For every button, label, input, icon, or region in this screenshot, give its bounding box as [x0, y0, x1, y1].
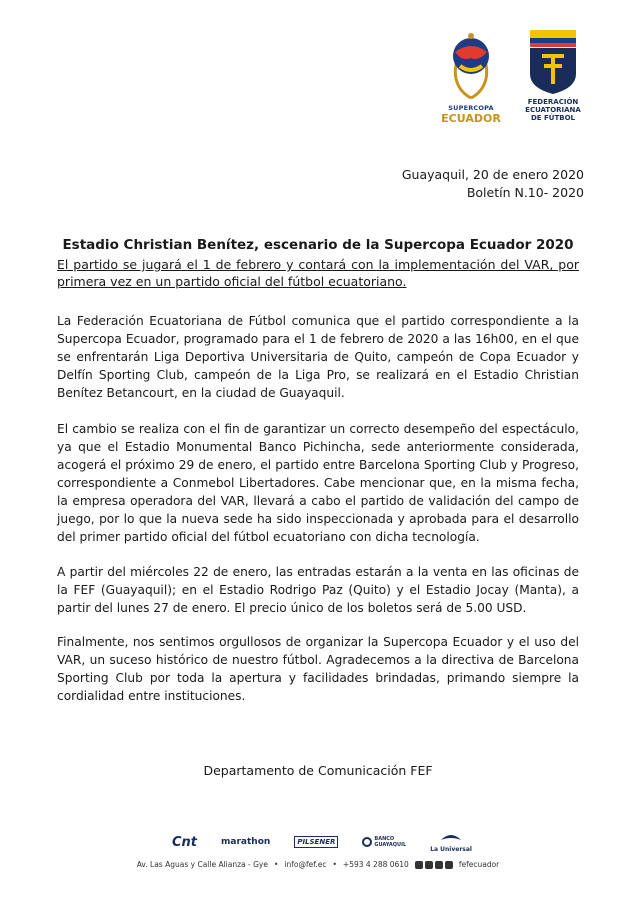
- paragraph-3: A partir del miércoles 22 de enero, las entradas estarán a la venta en las oficinas de la FEF (Guayaquil); en el Estadio Rodrigo Paz (Quito) y el Estadio Jocay (Manta), a partir del lunes 27 de enero. El precio único de los boletos será de 5.00 USD.: [57, 565, 579, 615]
- la-universal-label: La Universal: [430, 845, 472, 853]
- fef-logo: [518, 28, 588, 132]
- marathon-logo: marathon: [221, 837, 271, 847]
- document-meta: [402, 166, 584, 202]
- bulletin-number: Boletín N.10- 2020: [466, 185, 584, 200]
- footer-address: Av. Las Aguas y Calle Alianza - Gye: [136, 860, 268, 869]
- document-subtitle: El partido se jugará el 1 de febrero y contará con la implementación del VAR, por primera vez en un partido oficial del fútbol ecuatoriano.: [57, 257, 579, 289]
- supercopa-logo: [438, 28, 504, 132]
- header-logos: [438, 28, 588, 132]
- eagle-icon: [440, 832, 462, 844]
- guayaquil-label: GUAYAQUIL: [374, 842, 407, 848]
- supercopa-emblem-icon: [438, 28, 504, 104]
- footer-separator-1: •: [273, 860, 279, 869]
- document-title: Estadio Christian Benítez, escenario de la Supercopa Ecuador 2020: [62, 237, 574, 253]
- fef-name-line2: ECUATORIANA: [525, 106, 581, 114]
- paragraph-4: Finalmente, nos sentimos orgullosos de organizar la Supercopa Ecuador y el uso del VAR, un suceso histórico de nuestro fútbol. Agradecemos a la directiva de Barcelona Sporting Club por toda la apertura y facilidades brindadas, primando siempre la cordialidad entre instituciones.: [57, 635, 579, 703]
- place-date: Guayaquil, 20 de enero 2020: [401, 167, 584, 182]
- ecuador-label: ECUADOR: [441, 112, 501, 125]
- fef-name-line3: DE FÚTBOL: [530, 114, 576, 122]
- banco-ring-icon: [362, 837, 372, 847]
- fef-shield-icon: [518, 28, 588, 96]
- pilsener-logo: PILSENER: [294, 836, 338, 848]
- footer-phone: +593 4 288 0610: [342, 860, 409, 869]
- paragraph-2: El cambio se realiza con el fin de garantizar un correcto desempeño del espectáculo, ya que el Estadio Monumental Banco Pichincha, sede anteriormente considerada, acogerá el próximo 29 de enero, el partido entre Barcelona Sporting Club y Progreso, correspondiente a Conmebol Libertadores. Cabe mencionar que, en la misma fecha, la empresa operadora del VAR, llevará a cabo el partido de validación del campo de juego, por lo que la nueva sede ha sido inspeccionada y aprobada para el desarrollo del primer partido oficial del fútbol ecuatoriano con dicha tecnología.: [57, 422, 579, 544]
- paragraph-1: La Federación Ecuatoriana de Fútbol comunica que el partido correspondiente a la Supercopa Ecuador, programado para el 1 de febrero de 2020 a las 16h00, en el que se enfrentarán Liga Deportiva Universitaria de Quito, campeón de Copa Ecuador y Delfín Sporting Club, campeón de la Liga Pro, se realizará en el Estadio Christian Benítez Betancourt, en la ciudad de Guayaquil.: [57, 314, 579, 400]
- footer-separator-2: •: [332, 860, 337, 869]
- banco-guayaquil-logo: [362, 836, 406, 848]
- sponsor-logos: [172, 826, 472, 858]
- signature: Departamento de Comunicación FEF: [203, 763, 433, 778]
- cnt-logo: Cnt: [172, 834, 198, 850]
- banco-label: BANCO: [374, 836, 395, 842]
- footer: [0, 860, 636, 869]
- facebook-icon[interactable]: [425, 861, 433, 869]
- twitter-icon[interactable]: [445, 861, 453, 869]
- fef-name-line1: FEDERACIÓN: [527, 98, 579, 106]
- youtube-icon[interactable]: [435, 861, 443, 869]
- la-universal-logo: [430, 832, 472, 853]
- social-icons: [415, 861, 453, 869]
- footer-email[interactable]: info@fef.ec: [284, 860, 327, 869]
- footer-handle[interactable]: fefecuador: [458, 860, 500, 869]
- supercopa-label: SUPERCOPA: [448, 104, 494, 112]
- instagram-icon[interactable]: [415, 861, 423, 869]
- fef-name: [518, 98, 588, 122]
